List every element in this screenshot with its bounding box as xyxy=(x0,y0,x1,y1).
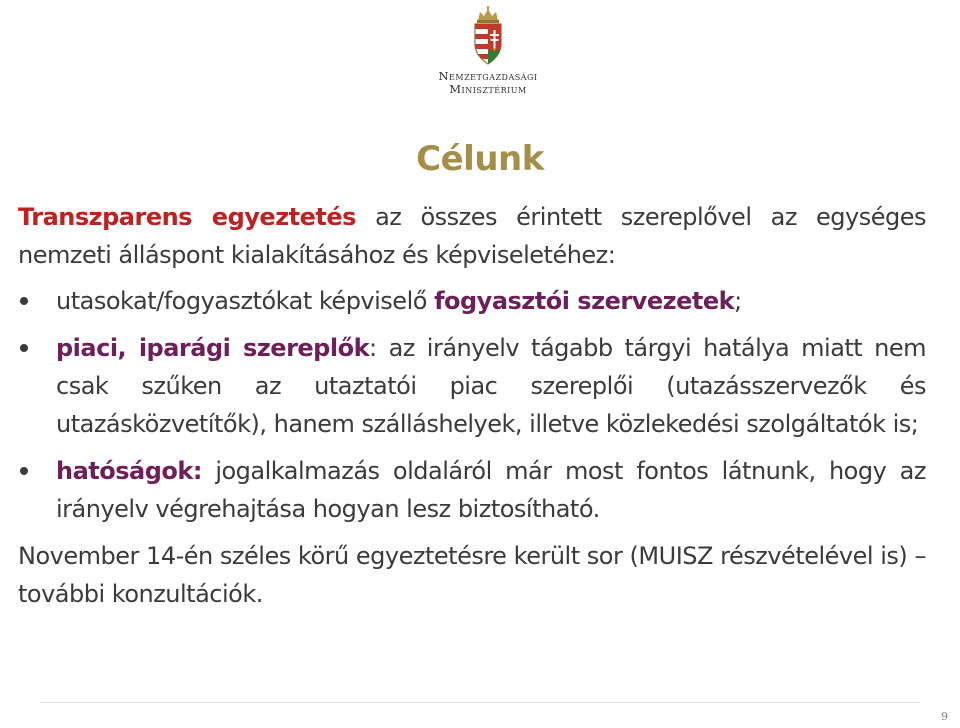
bullet-text-pre: utasokat/fogyasztókat képviselő xyxy=(56,287,435,315)
page-number: 9 xyxy=(941,710,948,723)
bullet-text-post: : az irányelv tágabb tárgyi hatálya miatt nem csak szűken az utaztatói piac szereplői (utazásszervezők és utazásközvetítők), hanem szálláshelyek, illetve közlekedési szolgáltatók is; xyxy=(56,334,927,438)
list-item xyxy=(18,329,926,443)
stakeholder-list xyxy=(18,282,926,528)
bullet-bold: piaci, iparági szereplők xyxy=(56,334,370,362)
slide-body xyxy=(18,198,926,613)
intro-highlight: Transzparens egyeztetés xyxy=(18,203,356,231)
list-item xyxy=(18,282,926,320)
slide-title: Célunk xyxy=(416,139,544,179)
list-item xyxy=(18,452,926,528)
bullet-icon xyxy=(20,344,28,352)
bullet-bold: hatóságok: xyxy=(56,457,202,485)
closing-paragraph: November 14-én széles körű egyeztetésre került sor (MUISZ részvételével is) – további konzultációk. xyxy=(18,542,926,608)
bullet-text-post: jogalkalmazás oldaláról már most fontos látnunk, hogy az irányelv végrehajtása hogyan lesz biztosítható. xyxy=(56,457,926,523)
ministry-name-line1: Nemzetgazdasági xyxy=(438,69,538,83)
hungarian-coat-of-arms-icon xyxy=(468,6,508,66)
bullet-icon xyxy=(20,297,28,305)
bullet-icon xyxy=(20,467,28,475)
ministry-logo xyxy=(418,6,558,98)
intro-text: az összes érintett szereplővel az egységes nemzeti álláspont kialakításához és képviseletéhez: xyxy=(18,203,927,269)
intro-paragraph xyxy=(18,198,926,274)
bullet-bold: fogyasztói szervezetek xyxy=(434,287,735,315)
bullet-text-post: ; xyxy=(734,287,742,315)
footer-divider xyxy=(40,702,920,703)
ministry-name-line2: Minisztérium xyxy=(449,82,527,96)
